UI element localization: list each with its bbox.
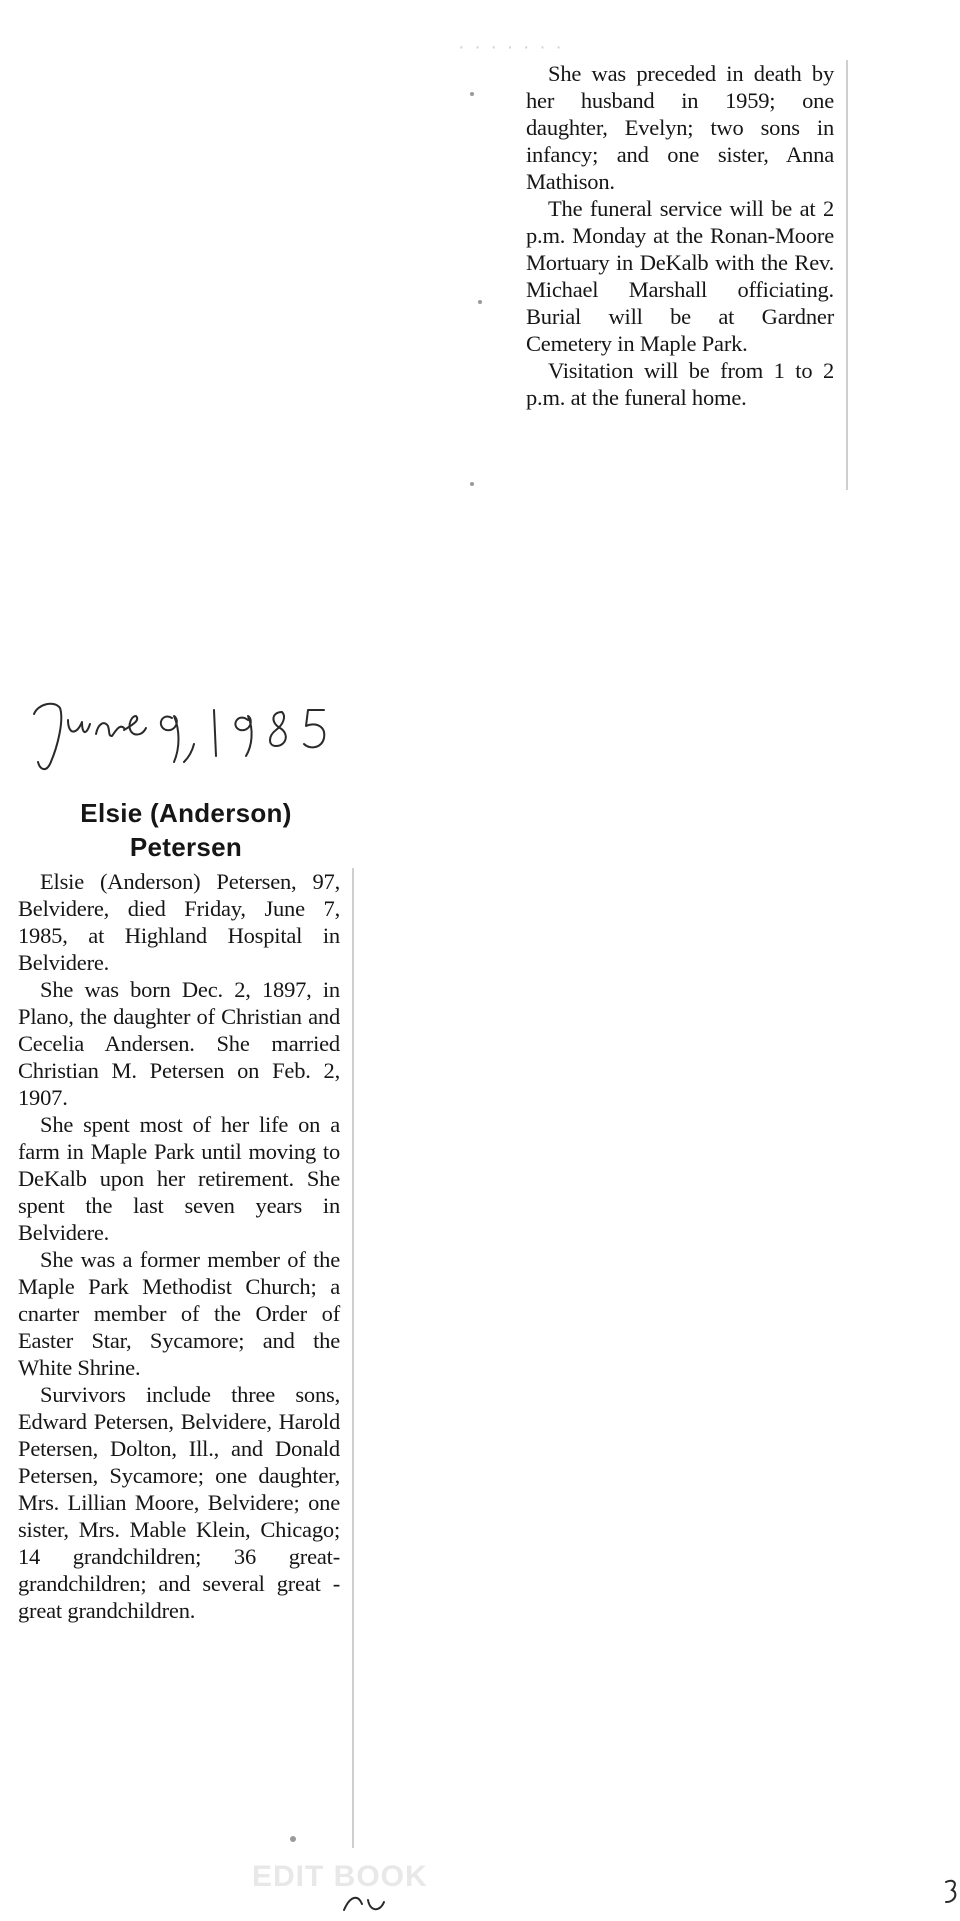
scan-speck — [290, 1836, 296, 1842]
edit-book-stamp: EDIT BOOK — [252, 1860, 428, 1893]
scan-speck — [470, 92, 474, 96]
handwritten-mark — [944, 1876, 960, 1911]
scan-speck — [470, 482, 474, 486]
scan-artifact-top: · · · · · · · — [458, 36, 564, 58]
paragraph: The funeral service will be at 2 p.m. Monday at the Ronan-Moore Mortuary in DeKalb with the Rev. Michael Marshall officiating. Burial will be at Gardner Cemetery in Maple Park. — [526, 196, 834, 356]
handwritten-mark — [340, 1890, 400, 1921]
column-rule — [352, 868, 354, 1848]
paragraph: She spent most of her life on a farm in Maple Park until moving to DeKalb upon her retirement. She spent the last seven years in Belvidere. — [18, 1112, 340, 1245]
paragraph: She was a former member of the Maple Park Methodist Church; a cnarter member of the Order of Easter Star, Sycamore; and the White Shrine. — [18, 1247, 340, 1380]
headline-surname: Petersen — [129, 832, 243, 862]
scan-speck — [478, 300, 482, 304]
paragraph: Elsie (Anderson) Petersen, 97, Belvidere, died Friday, June 7, 1985, at Highland Hospital in Belvidere. — [18, 869, 340, 975]
paragraph: She was preceded in death by her husband in 1959; one daughter, Evelyn; two sons in infancy; and one sister, Anna Mathison. — [526, 61, 834, 194]
obituary-headline — [22, 796, 350, 864]
obituary-continuation-column — [526, 60, 834, 411]
column-rule — [846, 60, 848, 490]
headline-name: Elsie (Anderson) — [80, 798, 292, 828]
handwritten-date — [24, 690, 344, 785]
paragraph: Visitation will be from 1 to 2 p.m. at the funeral home. — [526, 358, 834, 410]
paragraph: She was born Dec. 2, 1897, in Plano, the daughter of Christian and Cecelia Andersen. She married Christian M. Petersen on Feb. 2, 1907. — [18, 977, 340, 1110]
paragraph: Survivors include three sons, Edward Petersen, Belvidere, Harold Petersen, Dolton, Ill., and Donald Petersen, Sycamore; one daughter, Mrs. Lillian Moore, Belvidere; one sister, Mrs. Mable Klein, Chicago; 14 grandchildren; 36 great-grandchildren; and several great - great grandchildren. — [18, 1382, 340, 1623]
obituary-body-column — [18, 868, 340, 1624]
